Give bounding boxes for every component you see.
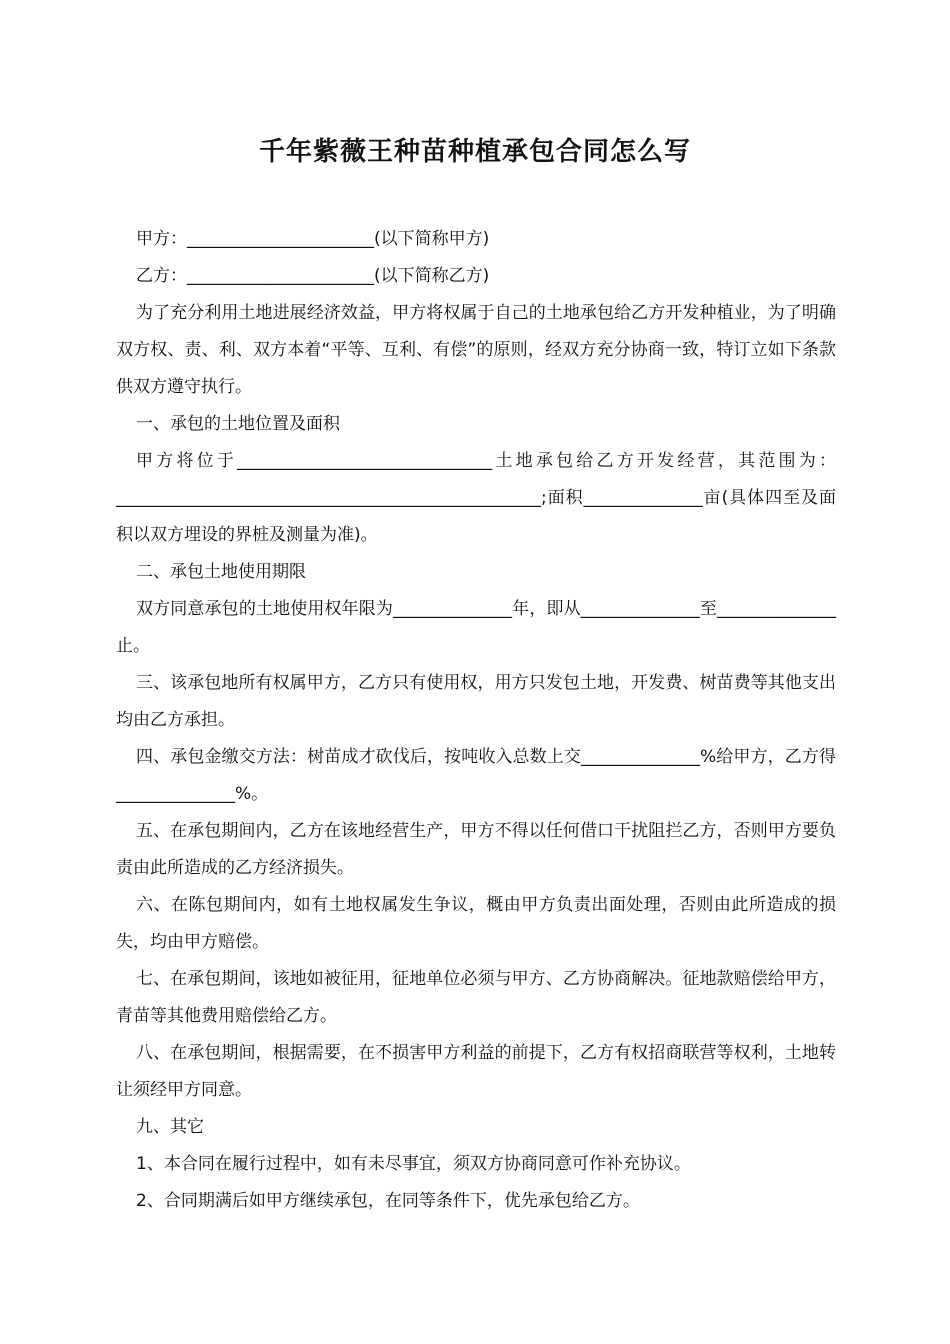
party-a-line: 甲方：______________________(以下简称甲方) bbox=[136, 229, 490, 249]
other-item-1: 1、本合同在履行过程中，如有未尽事宜，须双方协商同意可作补充协议。 bbox=[136, 1154, 691, 1174]
clause-8: 八、在承包期间，根据需要，在不损害甲方利益的前提下，乙方有权招商联营等权利，土地转让须经甲方同意。 bbox=[116, 1043, 836, 1100]
other-item-2: 2、合同期满后如甲方继续承包，在同等条件下，优先承包给乙方。 bbox=[136, 1191, 640, 1211]
document-title: 千年紫薇王种苗种植承包合同怎么写 bbox=[258, 137, 691, 167]
clause-3: 三、该承包地所有权属甲方，乙方只有使用权，用方只发包土地，开发费、树苗费等其他支出均由乙方承担。 bbox=[116, 673, 836, 730]
preamble-paragraph: 为了充分利用土地进展经济效益，甲方将权属于自己的土地承包给乙方开发种植业，为了明确双方权、责、利、双方本着“平等、互利、有偿”的原则，经双方充分协商一致，特订立如下条款供双方遵守执行。 bbox=[116, 303, 836, 397]
section-heading-2: 二、承包土地使用期限 bbox=[136, 562, 306, 582]
party-b-line: 乙方：______________________(以下简称乙方) bbox=[136, 266, 490, 286]
clause-7: 七、在承包期间，该地如被征用，征地单位必须与甲方、乙方协商解决。征地款赔偿给甲方，青苗等其他费用赔偿给乙方。 bbox=[116, 969, 836, 1026]
clause-4: 四、承包金缴交方法：树苗成才砍伐后，按吨收入总数上交______________%给甲方，乙方得______________%。 bbox=[116, 747, 836, 804]
clause-6: 六、在陈包期间内，如有土地权属发生争议，概由甲方负责出面处理，否则由此所造成的损失，均由甲方赔偿。 bbox=[116, 895, 836, 952]
clause-5: 五、在承包期间内，乙方在该地经营生产，甲方不得以任何借口干扰阻拦乙方，否则甲方要负责由此所造成的乙方经济损失。 bbox=[116, 821, 836, 878]
clause-location-area: 甲方将位于______________________________土地承包给乙方开发经营，其范围为：__________________________________________________;面积______________亩(具体四至及面积以双方埋设的界桩及测量为准)。 bbox=[116, 451, 837, 545]
section-heading-1: 一、承包的土地位置及面积 bbox=[136, 414, 340, 434]
clause-term: 双方同意承包的土地使用权年限为______________年，即从______________至______________止。 bbox=[116, 599, 836, 656]
document-body bbox=[116, 221, 836, 1220]
section-heading-9: 九、其它 bbox=[136, 1117, 204, 1137]
